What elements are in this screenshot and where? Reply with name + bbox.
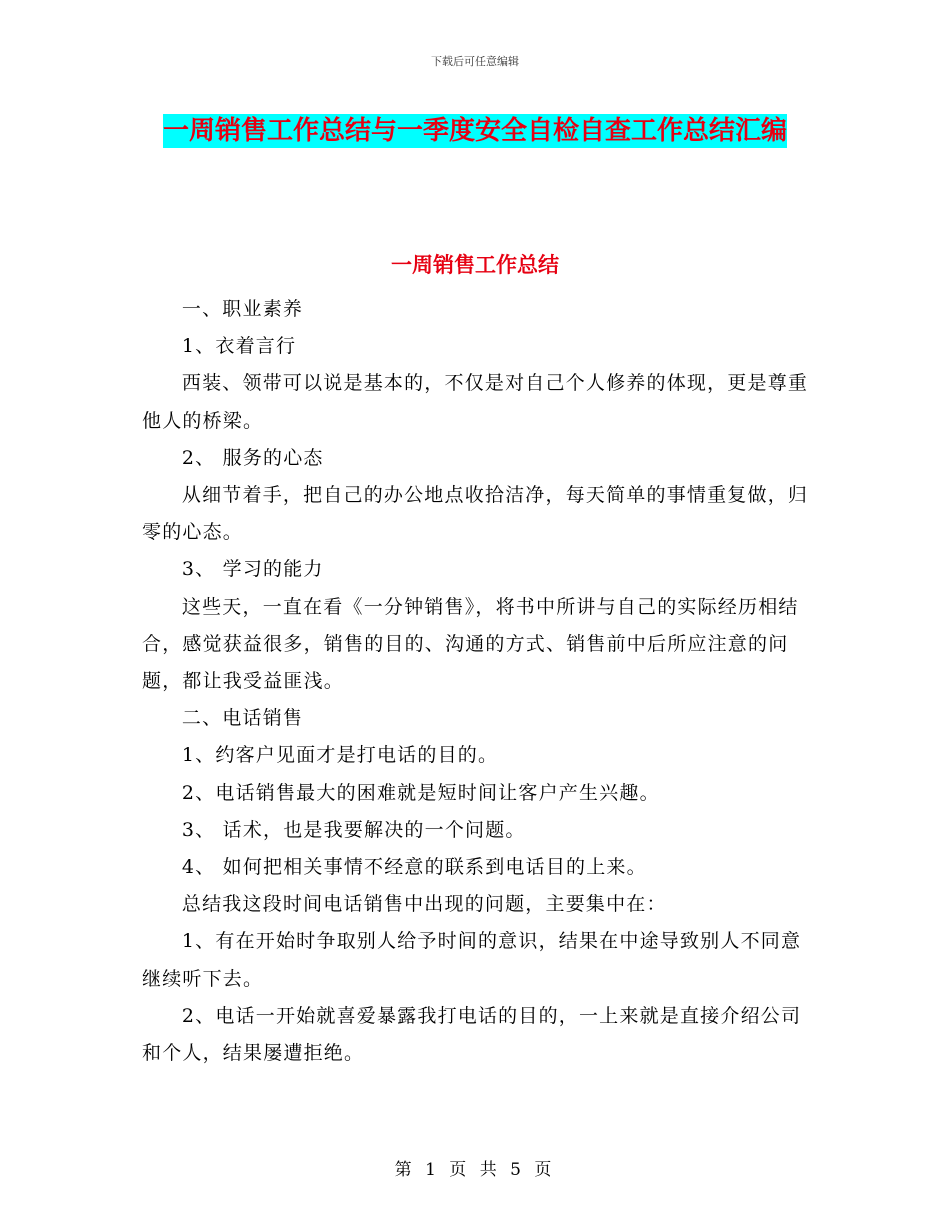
paragraph: 从细节着手，把自己的办公地点收拾洁净，每天简单的事情重复做，归零的心态。 [142, 484, 809, 544]
page-number: 第 1 页 共 5 页 [394, 1160, 556, 1180]
paragraph: 二、电话销售 [181, 707, 304, 730]
paragraph: 2、电话一开始就喜爱暴露我打电话的目的，一上来就是直接介绍公司和个人，结果屡遭拒绝。 [142, 1004, 802, 1065]
document-title [140, 108, 810, 154]
paragraph: 3、 话术，也是我要解决的一个问题。 [181, 818, 526, 841]
paragraph: 3、 学习的能力 [181, 558, 324, 581]
paragraph: 一、职业素养 [181, 298, 304, 320]
document-body [142, 291, 810, 1072]
paragraph: 4、 如何把相关事情不经意的联系到电话目的上来。 [181, 856, 647, 879]
paragraph: 1、有在开始时争取别人给予时间的意识，结果在中途导致别人不同意继续听下去。 [142, 930, 802, 990]
paragraph: 西装、领带可以说是基本的，不仅是对自己个人修养的体现，更是尊重他人的桥梁。 [142, 372, 809, 432]
paragraph: 2、电话销售最大的困难就是短时间让客户产生兴趣。 [181, 781, 660, 804]
document-title-text: 一周销售工作总结与一季度安全自检自查工作总结汇编 [162, 116, 787, 146]
paragraph: 1、衣着言行 [181, 335, 297, 358]
paragraph: 2、 服务的心态 [181, 446, 324, 469]
header-note: 下载后可任意编辑 [431, 55, 519, 68]
paragraph: 总结我这段时间电话销售中出现的问题，主要集中在： [181, 893, 667, 916]
paragraph: 1、约客户见面才是打电话的目的。 [181, 744, 499, 767]
section-title: 一周销售工作总结 [391, 253, 559, 277]
paragraph: 这些天，一直在看《一分钟销售》，将书中所讲与自己的实际经历相结合，感觉获益很多，销售的目的、沟通的方式、销售前中后所应注意的问题，都让我受益匪浅。 [142, 595, 799, 693]
